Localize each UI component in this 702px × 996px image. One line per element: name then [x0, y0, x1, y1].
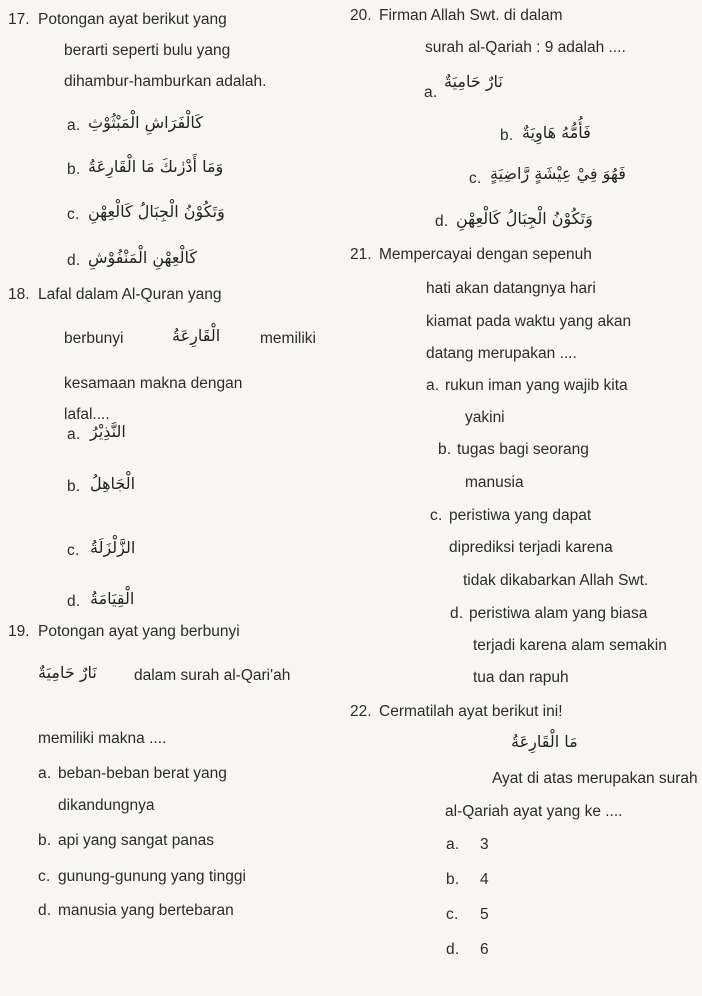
question-text: Firman Allah Swt. di dalam [379, 7, 563, 24]
option-text: manusia yang bertebaran [58, 902, 234, 919]
question-text: Lafal dalam Al-Quran yang [38, 286, 222, 303]
option-text: dikandungnya [58, 797, 155, 814]
option-text: beban-beban berat yang [58, 765, 227, 782]
option-text: api yang sangat panas [58, 832, 214, 849]
option-value: 3 [480, 836, 489, 853]
question-text: Ayat di atas merupakan surah [492, 770, 698, 787]
question-number: 19. [8, 623, 30, 640]
option-letter[interactable]: d. [67, 252, 81, 269]
option-value: 5 [480, 906, 489, 923]
option-letter[interactable]: d. [450, 605, 464, 622]
option-arabic: وَتَكُوْنُ الْجِبَالُ كَالْعِهْنِ [456, 209, 593, 228]
question-arabic: الْقَارِعَةُ [172, 326, 221, 345]
option-arabic: وَتَكُوْنُ الْجِبَالُ كَالْعِهْنِ [88, 202, 225, 221]
question-number: 17. [8, 11, 30, 28]
option-letter[interactable]: a. [446, 836, 460, 853]
option-text: tua dan rapuh [473, 669, 569, 686]
option-letter[interactable]: c. [67, 542, 80, 559]
option-letter[interactable]: c. [469, 170, 482, 187]
option-arabic: كَالْعِهْنِ الْمَنْفُوْشِ [88, 248, 198, 267]
question-text: Potongan ayat berikut yang [38, 11, 227, 28]
option-text: peristiwa alam yang biasa [469, 605, 648, 622]
option-text: rukun iman yang wajib kita [445, 377, 628, 394]
question-number: 18. [8, 286, 30, 303]
option-text: manusia [465, 474, 524, 491]
option-letter[interactable]: a. [67, 426, 81, 443]
option-arabic: كَالْفَرَاشِ الْمَبْثُوْثِ [88, 113, 203, 132]
question-text: Cermatilah ayat berikut ini! [379, 703, 563, 720]
option-letter[interactable]: b. [500, 127, 514, 144]
option-text: peristiwa yang dapat [449, 507, 592, 524]
question-text: memiliki [260, 330, 316, 347]
option-text: tidak dikabarkan Allah Swt. [463, 572, 649, 589]
option-letter[interactable]: c. [38, 868, 51, 885]
question-number: 20. [350, 7, 372, 24]
option-value: 6 [480, 941, 489, 958]
option-letter[interactable]: a. [426, 377, 440, 394]
question-text: al-Qariah ayat yang ke .... [445, 803, 623, 820]
question-text: kesamaan makna dengan [64, 375, 243, 392]
option-arabic: نَارٌ حَامِيَةٌ [444, 72, 503, 91]
question-text: dihambur-hamburkan adalah. [64, 73, 267, 90]
question-text: memiliki makna .... [38, 730, 167, 747]
option-letter[interactable]: c. [446, 906, 459, 923]
option-text: gunung-gunung yang tinggi [58, 868, 246, 885]
option-letter[interactable]: c. [67, 206, 80, 223]
question-number: 21. [350, 246, 372, 263]
option-arabic: فَهُوَ فِيْ عِيْشَةٍ رَّاضِيَةٍ [490, 164, 626, 183]
option-text: diprediksi terjadi karena [449, 539, 613, 556]
question-text: berarti seperti bulu yang [64, 42, 231, 59]
option-letter[interactable]: a. [67, 117, 81, 134]
option-text: tugas bagi seorang [457, 441, 589, 458]
option-letter[interactable]: d. [435, 213, 449, 230]
option-arabic: وَمَا أَدْرٰىكَ مَا الْقَارِعَةُ [88, 157, 224, 176]
option-arabic: الْجَاهِلُ [90, 474, 136, 493]
question-text: kiamat pada waktu yang akan [426, 313, 632, 330]
option-letter[interactable]: a. [424, 84, 438, 101]
option-arabic: فَأُمُّهُ هَاوِيَةٌ [522, 123, 591, 142]
question-text: Potongan ayat yang berbunyi [38, 623, 240, 640]
question-text: hati akan datangnya hari [426, 280, 596, 297]
question-text: dalam surah al-Qari'ah [134, 667, 291, 684]
option-letter[interactable]: d. [38, 902, 52, 919]
option-letter[interactable]: b. [438, 441, 452, 458]
question-text: Mempercayai dengan sepenuh [379, 246, 592, 263]
option-arabic: الْقِيَامَةُ [90, 589, 135, 608]
question-number: 22. [350, 703, 372, 720]
option-arabic: الزَّلْزَلَةُ [90, 538, 136, 557]
question-text: lafal.... [64, 406, 110, 423]
question-arabic: نَارٌ حَامِيَةٌ [38, 663, 97, 682]
option-text: terjadi karena alam semakin [473, 637, 667, 654]
option-letter[interactable]: b. [38, 832, 52, 849]
option-letter[interactable]: b. [67, 161, 81, 178]
option-letter[interactable]: d. [67, 593, 81, 610]
option-value: 4 [480, 871, 489, 888]
option-letter[interactable]: b. [67, 478, 81, 495]
option-letter[interactable]: c. [430, 507, 443, 524]
question-text: berbunyi [64, 330, 124, 347]
option-letter[interactable]: b. [446, 871, 460, 888]
question-arabic: مَا الْقَارِعَةُ [511, 732, 578, 751]
question-text: datang merupakan .... [426, 345, 577, 362]
option-text: yakini [465, 409, 505, 426]
question-text: surah al-Qariah : 9 adalah .... [425, 39, 626, 56]
option-letter[interactable]: d. [446, 941, 460, 958]
option-letter[interactable]: a. [38, 765, 52, 782]
option-arabic: النَّذِيْرُ [90, 422, 126, 441]
